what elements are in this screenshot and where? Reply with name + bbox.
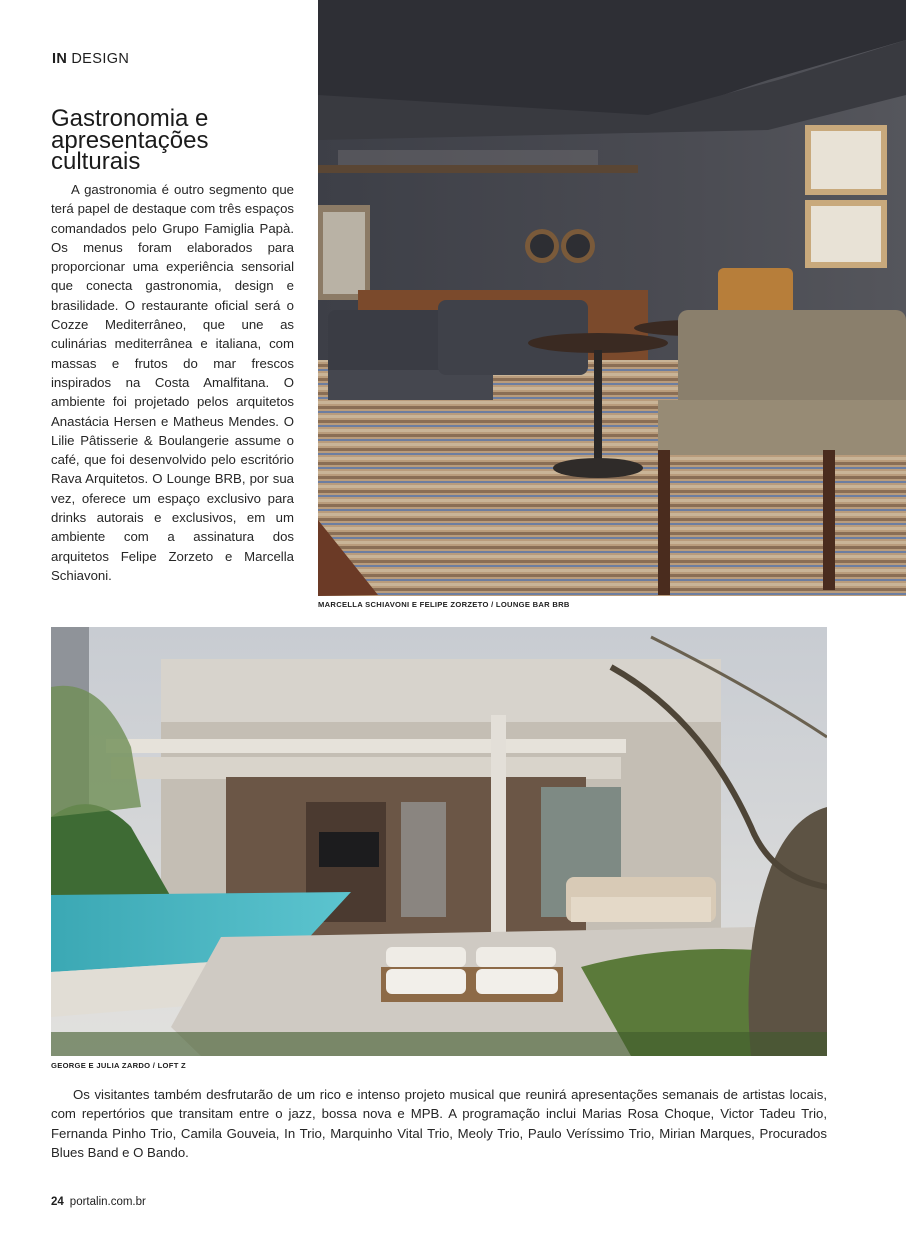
- section-tag-bold: IN: [52, 51, 68, 67]
- body-paragraph-bottom-text: Os visitantes também desfrutarão de um rico e intenso projeto musical que reunirá apresentações semanais de artistas locais, com repertórios que transitam entre o jazz, bossa nova e MPB. A programação inclui Marias Rosa Choque, Victor Tadeu Trio, Fernanda Pinho Trio, Camila Gouveia, In Trio, Marquinho Vital Trio, Meoly Trio, Paulo Veríssimo Trio, Mirian Marques, Procurados Blues Band e O Bando.: [51, 1087, 827, 1160]
- page-number: 24: [51, 1196, 64, 1208]
- lounge-bar-photo: [318, 0, 906, 596]
- site-link[interactable]: portalin.com.br: [69, 1196, 146, 1208]
- loft-pool-photo: [51, 627, 827, 1056]
- section-tag-label: DESIGN: [71, 51, 130, 67]
- caption-loft: GEORGE E JULIA ZARDO / LOFT Z: [51, 1061, 186, 1070]
- body-paragraph-bottom: [51, 1085, 827, 1162]
- page-footer: [51, 1196, 146, 1208]
- caption-lounge-bar: MARCELLA SCHIAVONI E FELIPE ZORZETO / LOUNGE BAR BRB: [318, 600, 570, 609]
- body-paragraph-left: [51, 180, 294, 585]
- body-paragraph-left-text: A gastronomia é outro segmento que terá papel de destaque com três espaços comandados pelo Grupo Famiglia Papà. Os menus foram elaborados para proporcionar uma experiência sensorial que conecta gastronomia, design e brasilidade. O restaurante oficial será o Cozze Mediterrâneo, que une as culinárias mediterrânea e italiana, com massas e frutos do mar frescos inspirados na Costa Amalfitana. O ambiente foi projetado pelos arquitetos Anastácia Hersen e Matheus Mendes. O Lilie Pâtisserie & Boulangerie assume o café, que foi desenvolvido pelo escritório Rava Arquitetos. O Lounge BRB, por sua vez, oferece um espaço exclusivo para drinks autorais e exclusivos, em um ambiente com a assinatura dos arquitetos Felipe Zorzeto e Marcella Schiavoni.: [51, 182, 294, 583]
- headline: Gastronomia e apresentações culturais: [51, 105, 209, 175]
- section-tag: [52, 51, 129, 67]
